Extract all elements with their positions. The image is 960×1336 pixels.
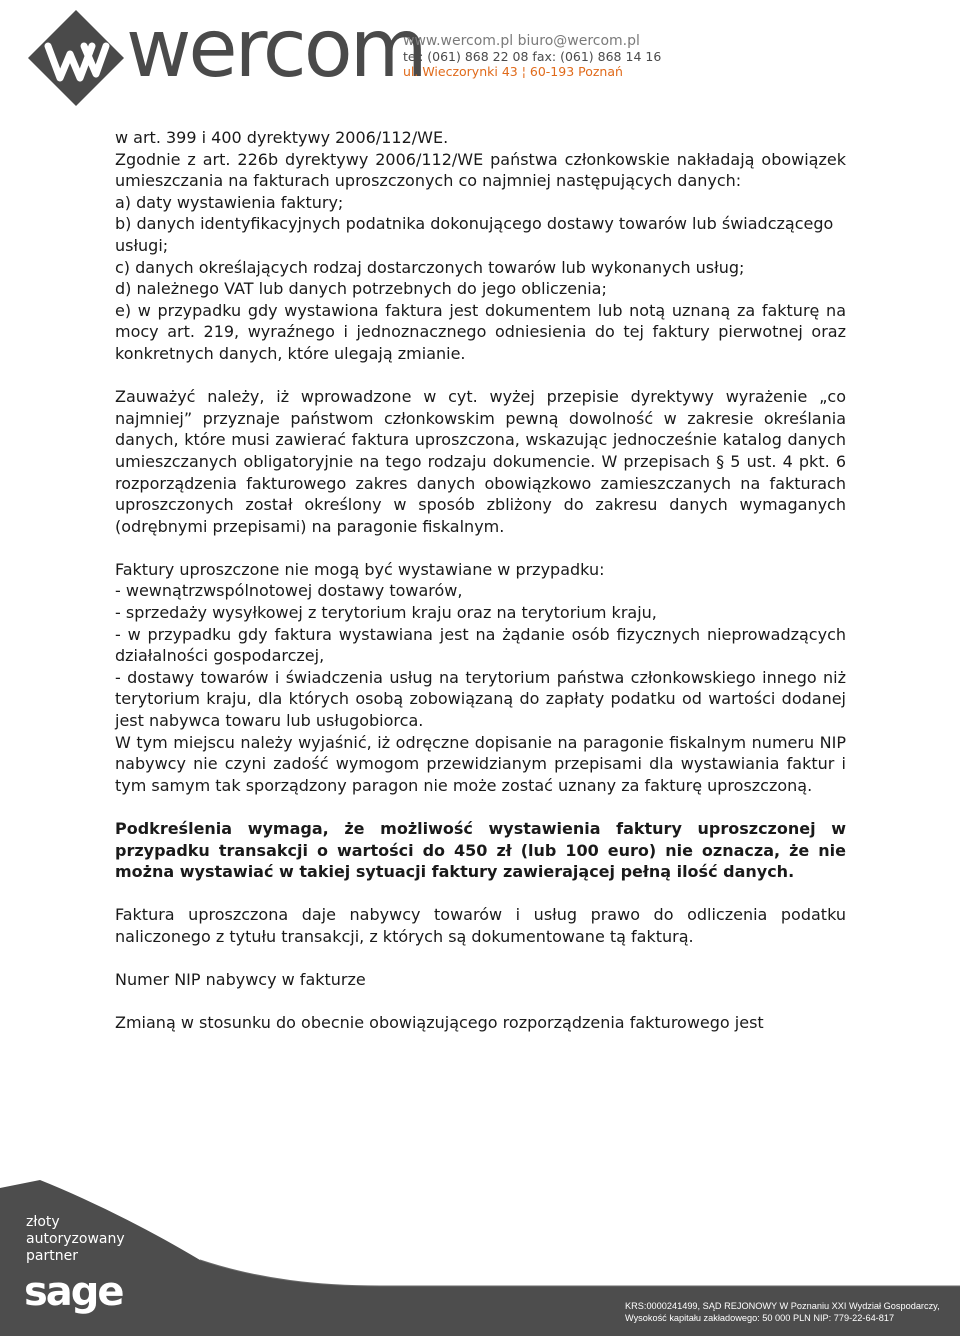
company-registration [625,1300,940,1324]
list-item: - w przypadku gdy faktura wystawiana jest na żądanie osób fizycznych nieprowadzących działalności gospodarczej, [115,624,846,666]
list-item: - dostawy towarów i świadczenia usług na terytorium państwa członkowskiego innego niż terytorium kraju, dla których osobą zobowiązaną do zapłaty podatku od wartości dodanej jest nabywca towaru lub usługobiorca. [115,667,846,731]
partner-line: autoryzowany [26,1231,125,1247]
list-item-continuation: usługi; [115,235,169,255]
letterhead [0,0,960,110]
paragraph-line: w art. 399 i 400 dyrektywy 2006/112/WE. [115,128,449,147]
paragraph-line: Zgodnie z art. 226b dyrektywy 2006/112/WE państwa członkowskie nakładają obowiązek umieszczania na fakturach uproszczonych co najmniej następujących danych: [115,149,846,191]
list-item: d) należnego VAT lub danych potrzebnych do jego obliczenia; [115,279,607,299]
sage-logo: sage [24,1269,123,1315]
list-item: - sprzedaży wysyłkowej z terytorium kraju oraz na terytorium kraju, [115,603,657,623]
legal-line: KRS:0000241499, SĄD REJONOWY W Poznaniu XXI Wydział Gospodarczy, [625,1301,940,1311]
list-item: a) daty wystawienia faktury; [115,192,344,212]
paragraph-line: Faktury uproszczone nie mogą być wystawiane w przypadku: [115,559,605,579]
paragraph: Zmianą w stosunku do obecnie obowiązującego rozporządzenia fakturowego jest [115,1013,764,1033]
paragraph: Zauważyć należy, iż wprowadzone w cyt. wyżej przepisie dyrektywy wyrażenie „co najmniej” przyznaje państwom członkowskim pewną dowolność w zakresie określania danych, które musi zawierać faktura uproszczona, wskazując jednocześnie katalog danych umieszczanych obligatoryjnie na tego rodzaju dokumencie. W przepisach § 5 ust. 4 pkt. 6 rozporządzenia fakturowego zakres danych obowiązkowo zamieszczanych na fakturach uproszczonych został określony w sposób zbliżony do zakresu danych wymaganych (odrębnymi przepisami) na paragonie fiskalnym. [115,387,846,536]
contact-web-email: www.wercom.pl biuro@wercom.pl [403,33,640,49]
wercom-logo-icon [26,8,126,108]
document-body [115,127,846,1034]
partner-line: partner [26,1248,78,1264]
section-heading: Numer NIP nabywcy w fakturze [115,970,366,990]
legal-line: Wysokość kapitału zakładowego: 50 000 PLN NIP: 779-22-64-817 [625,1313,895,1323]
contact-address: ul. Wieczorynki 43 ¦ 60-193 Poznań [403,64,623,79]
partner-line: złoty [26,1214,60,1230]
paragraph: Faktura uproszczona daje nabywcy towarów i usług prawo do odliczenia podatku naliczonego z tytułu transakcji, z których są dokumentowane tą fakturą. [115,905,846,946]
brand-wordmark: wercom [126,2,425,95]
list-item: e) w przypadku gdy wystawiona faktura jest dokumentem lub notą uznaną za fakturę na mocy art. 219, wyraźnego i jednoznacznego odniesienia do tej faktury pierwotnej oraz konkretnych danych, które ulegają zmianie. [115,300,846,363]
list-item: - wewnątrzwspólnotowej dostawy towarów, [115,581,463,601]
paragraph: W tym miejscu należy wyjaśnić, iż odręczne dopisanie na paragonie fiskalnym numeru NIP nabywcy nie czyni zadość wymogom przewidzianym przepisami dla wystawiania faktur i tym samym tak sporządzony paragon nie może zostać uznany za fakturę uproszczoną. [115,732,846,795]
partner-badge [26,1214,125,1265]
list-item: c) danych określających rodzaj dostarczonych towarów lub wykonanych usług; [115,257,745,277]
list-item: b) danych identyfikacyjnych podatnika dokonującego dostawy towarów lub świadczącego [115,214,834,234]
contact-block [403,34,661,79]
letterhead-footer [0,1180,960,1336]
bold-paragraph: Podkreślenia wymaga, że możliwość wystawienia faktury uproszczonej w przypadku transakcji o wartości do 450 zł (lub 100 euro) nie oznacza, że nie można wystawiać w takiej sytuacji faktury zawierającej pełną ilość danych. [115,819,846,882]
contact-phone-fax: tel: (061) 868 22 08 fax: (061) 868 14 16 [403,49,662,64]
